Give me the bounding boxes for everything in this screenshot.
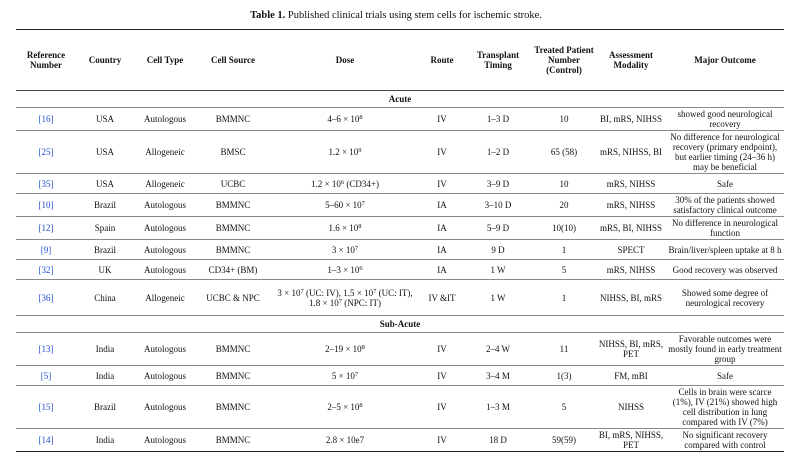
table-caption — [0, 9, 792, 23]
cell-timing: 1–2 D — [464, 131, 532, 174]
section-row — [16, 316, 784, 333]
cell-cell-source: BMMNC — [196, 240, 270, 260]
cell-route: IV — [420, 386, 464, 429]
cell-assessment: BI, mRS, NIHSS — [596, 108, 666, 131]
table-row — [16, 333, 784, 366]
clinical-trials-table — [16, 29, 784, 452]
cell-dose: $3 \times 10^7$ — [270, 240, 420, 260]
cell-outcome: Brain/liver/spleen uptake at 8 h — [666, 240, 784, 260]
cell-outcome: Good recovery was observed — [666, 260, 784, 280]
cell-assessment: NIHSS — [596, 386, 666, 429]
table-caption-label: Table 1. — [250, 10, 286, 21]
cell-reference[interactable]: [5] — [16, 366, 76, 386]
cell-cell-source: BMMNC — [196, 333, 270, 366]
cell-cell-type: Autologous — [134, 386, 196, 429]
cell-patients: 59(59) — [532, 429, 596, 452]
cell-assessment: BI, mRS, NIHSS, PET — [596, 429, 666, 452]
cell-reference[interactable]: [14] — [16, 429, 76, 452]
cell-patients: 1 — [532, 240, 596, 260]
header-transplant-timing: Transplant Timing — [464, 30, 532, 91]
cell-cell-type: Autologous — [134, 333, 196, 366]
cell-timing: 18 D — [464, 429, 532, 452]
cell-cell-type: Autologous — [134, 260, 196, 280]
cell-cell-type: Autologous — [134, 240, 196, 260]
cell-outcome: No difference for neurological recovery (primary endpoint), but earlier timing (24–36 h) may be beneficial — [666, 131, 784, 174]
cell-outcome: Safe — [666, 366, 784, 386]
cell-reference[interactable]: [32] — [16, 260, 76, 280]
cell-outcome: Showed some degree of neurological recovery — [666, 280, 784, 316]
section-title: Sub-Acute — [16, 316, 784, 333]
cell-country: USA — [76, 131, 134, 174]
section-title: Acute — [16, 91, 784, 108]
cell-reference[interactable]: [9] — [16, 240, 76, 260]
cell-assessment: mRS, NIHSS — [596, 260, 666, 280]
cell-assessment: mRS, NIHSS — [596, 194, 666, 217]
cell-patients: 10(10) — [532, 217, 596, 240]
cell-patients: 20 — [532, 194, 596, 217]
cell-dose: $4-6 \times 10^8$ — [270, 108, 420, 131]
cell-assessment: FM, mBI — [596, 366, 666, 386]
cell-timing: 3–10 D — [464, 194, 532, 217]
header-country: Country — [76, 30, 134, 91]
cell-outcome: No significant recovery compared with control — [666, 429, 784, 452]
header-dose: Dose — [270, 30, 420, 91]
cell-cell-type: Allogeneic — [134, 280, 196, 316]
cell-cell-type: Autologous — [134, 366, 196, 386]
cell-dose: $2-19 \times 10^8$ — [270, 333, 420, 366]
header-cell-source: Cell Source — [196, 30, 270, 91]
cell-route: IV &IT — [420, 280, 464, 316]
cell-route: IV — [420, 333, 464, 366]
cell-outcome: Favorable outcomes were mostly found in early treatment group — [666, 333, 784, 366]
table-row — [16, 386, 784, 429]
cell-reference[interactable]: [35] — [16, 174, 76, 194]
cell-cell-type: Autologous — [134, 429, 196, 452]
cell-dose: $1.2 \times 10^9$ — [270, 131, 420, 174]
cell-dose: $5-60 \times 10^7$ — [270, 194, 420, 217]
cell-timing: 2–4 W — [464, 333, 532, 366]
cell-route: IV — [420, 366, 464, 386]
cell-route: IA — [420, 260, 464, 280]
cell-reference[interactable]: [10] — [16, 194, 76, 217]
cell-cell-type: Autologous — [134, 217, 196, 240]
section-row — [16, 91, 784, 108]
header-major-outcome: Major Outcome — [666, 30, 784, 91]
cell-patients: 10 — [532, 174, 596, 194]
cell-reference[interactable]: [15] — [16, 386, 76, 429]
cell-dose: $5 \times 10^7$ — [270, 366, 420, 386]
table-row — [16, 174, 784, 194]
cell-dose: $1-3 \times 10^6$ — [270, 260, 420, 280]
cell-outcome: 30% of the patients showed satisfactory clinical outcome — [666, 194, 784, 217]
cell-cell-source: CD34+ (BM) — [196, 260, 270, 280]
cell-dose: $1.2 \times 10^6$ (CD34+) — [270, 174, 420, 194]
cell-cell-type: Allogeneic — [134, 174, 196, 194]
cell-country: USA — [76, 174, 134, 194]
cell-route: IV — [420, 131, 464, 174]
cell-reference[interactable]: [13] — [16, 333, 76, 366]
cell-country: India — [76, 333, 134, 366]
table-row — [16, 194, 784, 217]
cell-dose: $1.6 \times 10^8$ — [270, 217, 420, 240]
cell-cell-source: UCBC — [196, 174, 270, 194]
cell-outcome: Cells in brain were scarce (1%), IV (21%) showed high cell distribution in lung compared with IV (7%) — [666, 386, 784, 429]
cell-patients: 65 (58) — [532, 131, 596, 174]
cell-timing: 1–3 D — [464, 108, 532, 131]
cell-timing: 1 W — [464, 280, 532, 316]
table-row — [16, 429, 784, 452]
cell-dose: 2.8 × 10e7 — [270, 429, 420, 452]
cell-route: IV — [420, 174, 464, 194]
cell-cell-source: BMMNC — [196, 366, 270, 386]
cell-country: Spain — [76, 217, 134, 240]
cell-reference[interactable]: [16] — [16, 108, 76, 131]
table-caption-text: Published clinical trials using stem cells for ischemic stroke. — [285, 10, 542, 21]
cell-patients: 11 — [532, 333, 596, 366]
cell-patients: 1 — [532, 280, 596, 316]
table-row — [16, 240, 784, 260]
cell-reference[interactable]: [12] — [16, 217, 76, 240]
cell-cell-type: Autologous — [134, 108, 196, 131]
cell-patients: 10 — [532, 108, 596, 131]
table-row — [16, 366, 784, 386]
cell-reference[interactable]: [36] — [16, 280, 76, 316]
cell-dose: $3 \times 10^7$ (UC: IV), $1.5 \times 10^7$ (UC: IT), $1.8 \times 10^7$ (NPC: IT) — [270, 280, 420, 316]
cell-route: IA — [420, 217, 464, 240]
cell-timing: 1 W — [464, 260, 532, 280]
cell-assessment: NIHSS, BI, mRS — [596, 280, 666, 316]
cell-assessment: NIHSS, BI, mRS, PET — [596, 333, 666, 366]
cell-country: UK — [76, 260, 134, 280]
cell-cell-source: UCBC & NPC — [196, 280, 270, 316]
table-row — [16, 108, 784, 131]
cell-outcome: Safe — [666, 174, 784, 194]
cell-reference[interactable]: [25] — [16, 131, 76, 174]
cell-cell-source: BMMNC — [196, 386, 270, 429]
cell-cell-type: Allogeneic — [134, 131, 196, 174]
cell-timing: 5–9 D — [464, 217, 532, 240]
cell-patients: 5 — [532, 386, 596, 429]
table-row — [16, 260, 784, 280]
header-assessment-modality: Assessment Modality — [596, 30, 666, 91]
cell-country: USA — [76, 108, 134, 131]
cell-cell-type: Autologous — [134, 194, 196, 217]
cell-country: Brazil — [76, 240, 134, 260]
cell-patients: 1(3) — [532, 366, 596, 386]
table-row — [16, 280, 784, 316]
cell-patients: 5 — [532, 260, 596, 280]
cell-cell-source: BMMNC — [196, 108, 270, 131]
cell-country: China — [76, 280, 134, 316]
cell-route: IA — [420, 194, 464, 217]
table-header-row — [16, 30, 784, 91]
cell-cell-source: BMMNC — [196, 429, 270, 452]
cell-cell-source: BMMNC — [196, 217, 270, 240]
header-reference-number: Reference Number — [16, 30, 76, 91]
cell-dose: $2-5 \times 10^8$ — [270, 386, 420, 429]
cell-outcome: No difference in neurological function — [666, 217, 784, 240]
cell-timing: 9 D — [464, 240, 532, 260]
cell-cell-source: BMMNC — [196, 194, 270, 217]
cell-assessment: mRS, NIHSS, BI — [596, 131, 666, 174]
cell-assessment: mRS, BI, NIHSS — [596, 217, 666, 240]
cell-country: India — [76, 429, 134, 452]
cell-route: IA — [420, 240, 464, 260]
cell-timing: 1–3 M — [464, 386, 532, 429]
cell-cell-source: BMSC — [196, 131, 270, 174]
table-row — [16, 217, 784, 240]
table-row — [16, 131, 784, 174]
table-body — [16, 91, 784, 452]
cell-country: Brazil — [76, 194, 134, 217]
cell-country: India — [76, 366, 134, 386]
header-route: Route — [420, 30, 464, 91]
cell-assessment: SPECT — [596, 240, 666, 260]
cell-timing: 3–4 M — [464, 366, 532, 386]
cell-country: Brazil — [76, 386, 134, 429]
cell-timing: 3–9 D — [464, 174, 532, 194]
header-treated-patient-number: Treated Patient Number (Control) — [532, 30, 596, 91]
cell-route: IV — [420, 429, 464, 452]
header-cell-type: Cell Type — [134, 30, 196, 91]
cell-assessment: mRS, NIHSS — [596, 174, 666, 194]
cell-outcome: showed good neurological recovery — [666, 108, 784, 131]
cell-route: IV — [420, 108, 464, 131]
